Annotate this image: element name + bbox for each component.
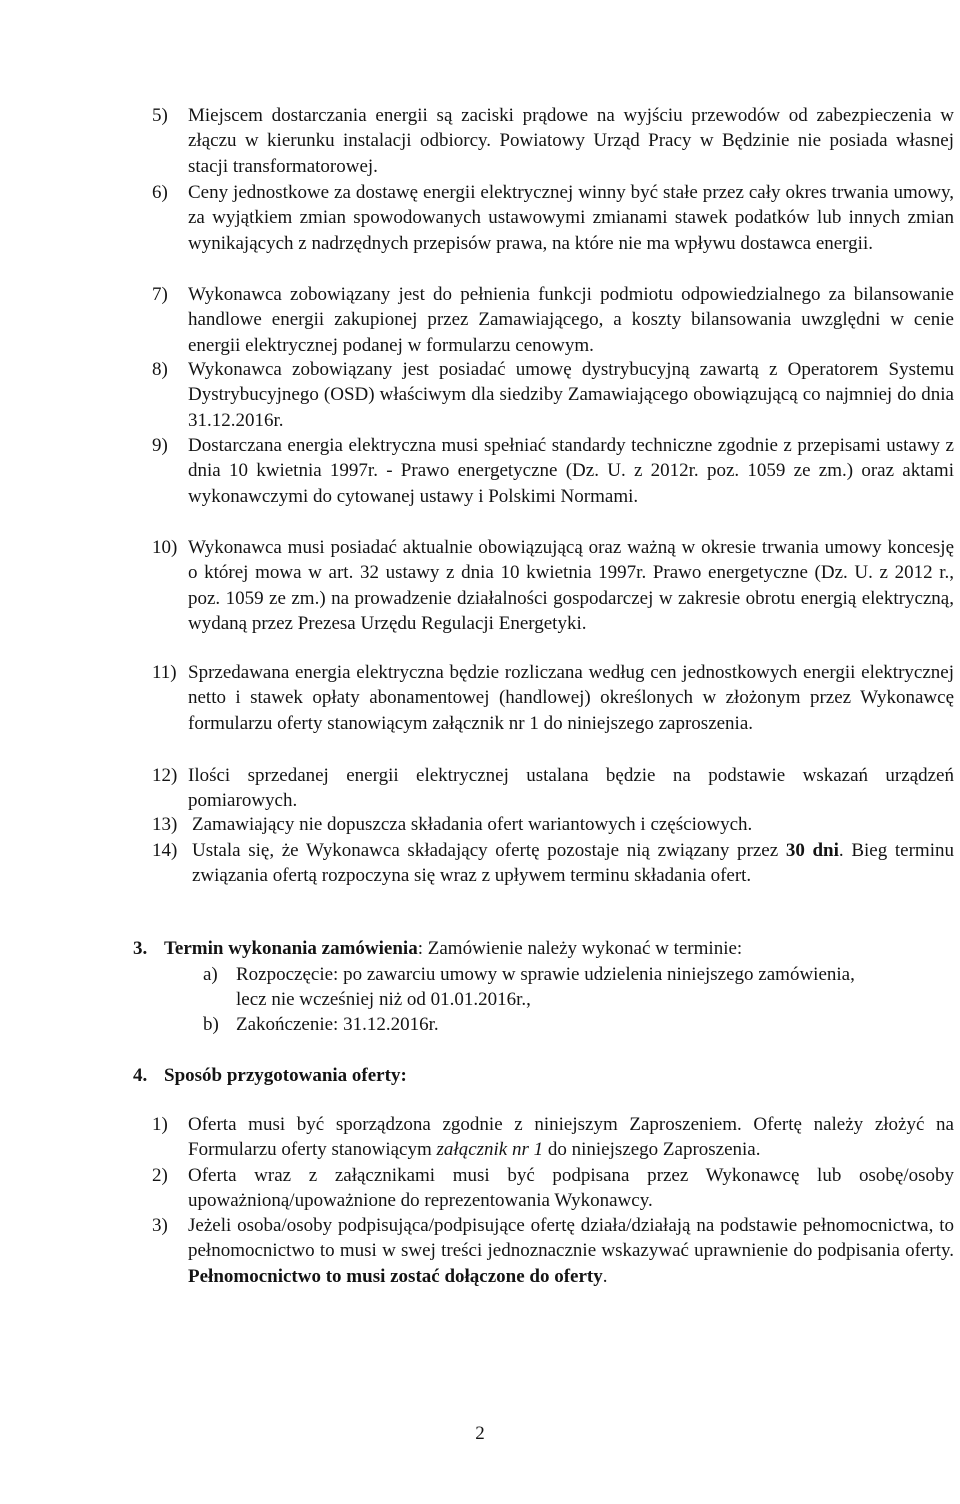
item-text: Sprzedawana energia elektryczna będzie rozliczana według cen jednostkowych energii elektrycznej netto i stawek opłaty abonamentowej (handlowej) określonych w złożonym przez Wykonawcę formularzu oferty stanowiącym załącznik nr 1 do niniejszego zaproszenia. [188,662,954,734]
item-text: Rozpoczęcie: po zawarciu umowy w sprawie udzielenia niniejszego zamówienia, lecz nie wcześniej niż od 01.01.2016r., [236,964,855,1011]
item-text: Wykonawca musi posiadać aktualnie obowiązującą oraz ważną w okresie trwania umowy koncesję o której mowa w art. 32 ustawy z dnia 10 kwietnia 1997r. Prawo energetyczne (Dz. U. z 2012 r., poz. 1059 ze zm.) na prowadzenie działalności gospodarczej w zakresie obrotu energią elektryczną, wydaną przez Prezesa Urzędu Regulacji Energetyki. [188,537,954,635]
list-item-7 [152,282,954,358]
section-number: 3. [133,938,148,959]
list-item-10 [152,535,954,637]
item-number: 1) [152,1114,168,1135]
list-item-9 [152,433,954,509]
list-item-5 [152,103,954,179]
item-number: 2) [152,1165,168,1186]
item-number: 8) [152,359,168,380]
list-item-6 [152,180,954,256]
list-item-14 [152,838,954,889]
section-3-item-b [203,1012,863,1037]
section-intro: : Zamówienie należy wykonać w terminie: [417,938,743,959]
item-text: Oferta wraz z załącznikami musi być podpisana przez Wykonawcę lub osobę/osoby upoważnioną/upoważnione do reprezentowania Wykonawcy. [188,1165,954,1212]
item-text: Oferta musi być sporządzona zgodnie z niniejszym Zaproszeniem. Ofertę należy złożyć na Formularzu oferty stanowiącym załącznik nr 1 do niniejszego Zaproszenia. [188,1114,954,1161]
power-of-attorney-requirement: Pełnomocnictwo to musi zostać dołączone do oferty [188,1265,603,1287]
section-title: Termin wykonania zamówienia [164,938,418,959]
item-text: Ceny jednostkowe za dostawę energii elektrycznej winny być stałe przez cały okres trwania umowy, za wyjątkiem zmian spowodowanych ustawowymi zmianami stawek podatków lub innych zmian wynikających z nadrzędnych przepisów prawa, na które nie ma wpływu dostawca energii. [188,182,954,254]
item-number: 3) [152,1215,168,1236]
item-text: Miejscem dostarczania energii są zaciski prądowe na wyjściu przewodów od zabezpieczenia w złączu w kierunku instalacji odbiorcy. Powiatowy Urząd Pracy w Będzinie nie posiada własnej stacji transformatorowej. [188,105,954,177]
item-number: 9) [152,435,168,456]
attachment-reference: załącznik nr 1 [436,1139,544,1161]
item-number: 10) [152,537,178,558]
item-text: Ustala się, że Wykonawca składający ofertę pozostaje nią związany przez 30 dni. Bieg terminu związania ofertą rozpoczyna się wraz z upływem terminu składania ofert. [192,840,954,887]
page-number: 2 [475,1423,485,1444]
list-item-11 [152,660,954,736]
item-text: Wykonawca zobowiązany jest do pełnienia funkcji podmiotu odpowiedzialnego za bilansowanie handlowe energii zakupionej przez Zamawiającego, a koszty bilansowania uwzględni w cenie energii elektrycznej podanej w formularzu cenowym. [188,284,954,356]
section-title: Sposób przygotowania oferty: [164,1065,407,1086]
item-text: Zamawiający nie dopuszcza składania ofert wariantowych i częściowych. [192,814,753,835]
section-4-item-1 [152,1112,954,1163]
item-number: 13) [152,814,178,835]
item-number: 5) [152,105,168,126]
item-text: Dostarczana energia elektryczna musi spełniać standardy techniczne zgodnie z przepisami ustawy z dnia 10 kwietnia 1997r. - Prawo energetyczne (Dz. U. z 2012r. poz. 1059 ze zm.) oraz aktami wykonawczymi do cytowanej ustawy i Polskimi Normami. [188,435,954,507]
item-number: 12) [152,765,178,786]
section-4-item-3 [152,1213,954,1289]
section-3-heading [133,936,742,961]
item-text: Jeżeli osoba/osoby podpisująca/podpisujące ofertę działa/działają na podstawie pełnomocnictwa, to pełnomocnictwo to musi w swej treści jednoznacznie wskazywać uprawnienie do podpisania oferty. Pełnomocnictwo to musi zostać dołączone do oferty. [188,1215,954,1287]
item-text: Ilości sprzedanej energii elektrycznej ustalana będzie na podstawie wskazań urządzeń pomiarowych. [188,765,954,812]
item-text: Zakończenie: 31.12.2016r. [236,1014,439,1035]
section-4-item-2 [152,1163,954,1214]
list-item-13 [152,812,954,837]
section-number: 4. [133,1065,148,1086]
item-label: b) [203,1014,219,1035]
item-number: 6) [152,182,168,203]
section-3-item-a [203,962,863,1013]
item-number: 14) [152,840,178,861]
item-number: 11) [152,662,177,683]
list-item-12 [152,763,954,814]
item-label: a) [203,964,218,985]
item-text: Wykonawca zobowiązany jest posiadać umowę dystrybucyjną zawartą z Operatorem Systemu Dystrybucyjnego (OSD) właściwym dla siedziby Zamawiającego obowiązującą co najmniej do dnia 31.12.2016r. [188,359,954,431]
list-item-8 [152,357,954,433]
binding-period: 30 dni [785,840,839,861]
item-number: 7) [152,284,168,305]
section-4-heading [133,1063,407,1088]
